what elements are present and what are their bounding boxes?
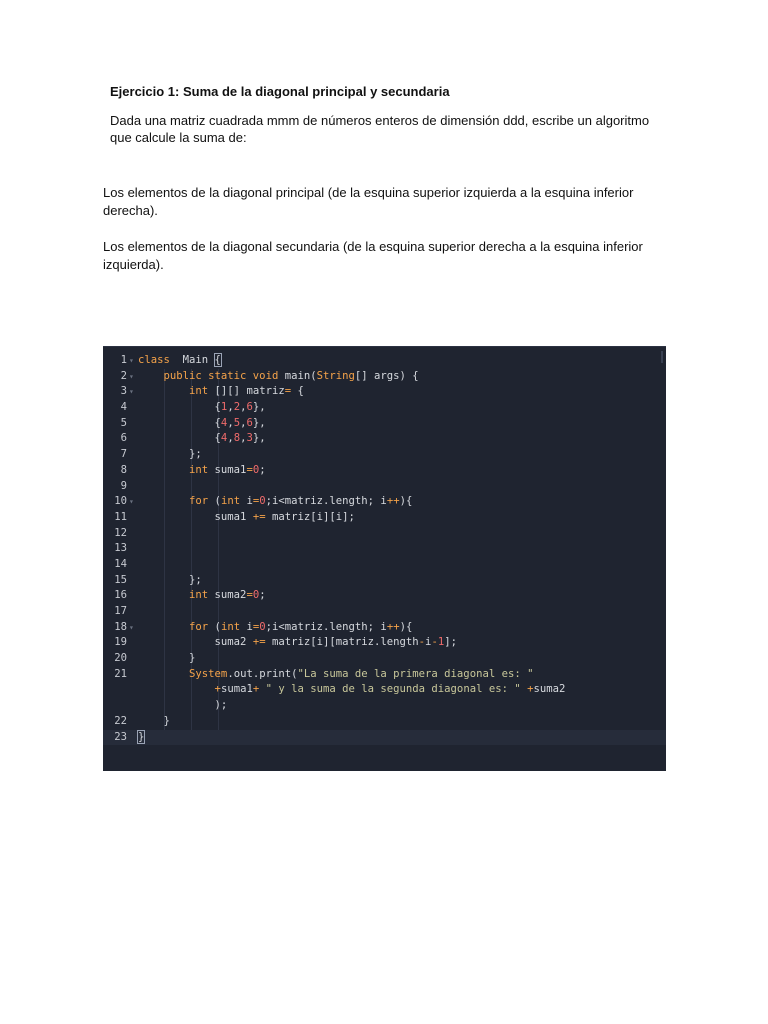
code-token: 6 xyxy=(246,416,253,429)
code-text xyxy=(138,384,304,400)
line-number: 17 xyxy=(114,605,127,617)
code-token: ++ xyxy=(386,620,400,633)
code-token: suma1 xyxy=(138,510,253,523)
code-text xyxy=(138,573,202,589)
code-token: }; xyxy=(138,573,202,586)
line-number: 2 xyxy=(120,369,127,382)
code-token xyxy=(138,495,189,507)
code-token: ; xyxy=(259,463,266,476)
paragraph-main-diagonal: Los elementos de la diagonal principal (de la esquina superior izquierda a la esquina inferior derecha). xyxy=(103,185,634,218)
code-token: ){ xyxy=(399,620,413,633)
line-number: 5 xyxy=(120,416,127,429)
indent-guide xyxy=(218,604,219,620)
indent-guide xyxy=(191,526,192,542)
code-token: suma2 xyxy=(208,589,247,602)
code-token: ){ xyxy=(399,495,413,508)
code-token: += xyxy=(252,636,266,649)
code-token: } xyxy=(138,652,196,665)
code-token: 2 xyxy=(233,401,241,414)
code-line xyxy=(103,667,666,683)
code-token: = xyxy=(284,385,292,398)
code-text xyxy=(138,510,355,526)
line-number: 14 xyxy=(114,557,127,570)
line-number: 23 xyxy=(114,730,127,743)
code-token: }, xyxy=(252,432,266,445)
code-token xyxy=(138,668,189,680)
code-line xyxy=(103,682,666,698)
exercise-intro: Dada una matriz cuadrada mmm de números enteros de dimensión ddd, escribe un algoritmo que calcule la suma de: xyxy=(110,113,650,145)
code-token: [][] matriz xyxy=(208,385,285,398)
code-token: matriz[i][i]; xyxy=(265,510,355,523)
line-number: 19 xyxy=(114,636,127,649)
code-token: 1 xyxy=(437,636,445,649)
code-line xyxy=(103,541,666,557)
code-token: 0 xyxy=(259,495,266,508)
code-token: class xyxy=(138,354,170,366)
code-token: 6 xyxy=(246,401,253,414)
code-line xyxy=(103,714,666,730)
fold-arrow-icon[interactable]: ▾ xyxy=(129,622,134,632)
code-token: = xyxy=(252,495,260,508)
code-line xyxy=(103,494,666,510)
indent-guide xyxy=(191,557,192,573)
line-number: 15 xyxy=(114,573,127,586)
code-line xyxy=(103,463,666,479)
code-text xyxy=(138,667,533,683)
indent-guide xyxy=(164,479,165,495)
code-line xyxy=(103,651,666,667)
indent-guide xyxy=(218,541,219,557)
code-line xyxy=(103,447,666,463)
code-line xyxy=(103,526,666,542)
indent-guide xyxy=(218,447,219,463)
code-token: String xyxy=(316,369,355,382)
code-token: 5 xyxy=(233,416,241,429)
indent-guide xyxy=(218,651,219,667)
code-token: }; xyxy=(138,448,202,461)
indent-guide xyxy=(164,604,165,620)
indent-guide xyxy=(191,479,192,495)
code-token: += xyxy=(252,510,266,523)
indent-guide xyxy=(191,541,192,557)
code-token: , xyxy=(240,401,247,414)
code-token: }, xyxy=(252,401,266,414)
code-token xyxy=(138,621,189,633)
code-text xyxy=(138,416,266,432)
code-line xyxy=(103,431,666,447)
code-line xyxy=(103,730,666,746)
code-token: ( xyxy=(208,495,221,508)
code-editor-screenshot xyxy=(103,346,666,771)
line-number: 12 xyxy=(114,526,127,539)
code-token: int xyxy=(220,620,241,633)
code-token: = xyxy=(246,589,253,602)
code-token: 8 xyxy=(233,432,241,445)
code-token: { xyxy=(138,401,221,414)
code-token: , xyxy=(227,401,234,414)
code-token: { xyxy=(214,354,221,366)
code-text xyxy=(138,494,412,510)
code-token: - xyxy=(431,636,438,649)
indent-guide xyxy=(191,714,192,730)
code-token: matriz[i][matriz.length xyxy=(265,636,419,649)
fold-arrow-icon[interactable]: ▾ xyxy=(129,371,134,381)
code-token xyxy=(138,370,164,382)
code-token: + xyxy=(252,683,260,696)
code-token: public static void xyxy=(163,369,279,382)
fold-arrow-icon[interactable]: ▾ xyxy=(129,497,134,507)
indent-guide xyxy=(164,526,165,542)
code-token: [] args) { xyxy=(354,369,419,382)
indent-guide xyxy=(218,526,219,542)
code-token: " y la suma de la segunda diagonal es: " xyxy=(259,683,528,696)
code-lines xyxy=(103,353,666,745)
code-token: , xyxy=(240,432,247,445)
indent-guide xyxy=(164,557,165,573)
code-token: = xyxy=(252,620,260,633)
line-number: 11 xyxy=(114,510,127,523)
code-token: { xyxy=(291,385,304,398)
code-text xyxy=(138,682,565,698)
code-line xyxy=(103,573,666,589)
code-token: ]; xyxy=(444,636,457,649)
code-token: = xyxy=(246,463,253,476)
line-number: 9 xyxy=(120,479,127,492)
line-number: 10 xyxy=(114,495,127,508)
code-text xyxy=(138,620,412,636)
code-token: ;i<matriz.length; i xyxy=(265,620,387,633)
code-token: suma2 xyxy=(138,636,253,649)
code-token xyxy=(138,683,215,695)
line-number: 21 xyxy=(114,667,127,680)
code-line xyxy=(103,416,666,432)
line-number: 6 xyxy=(120,432,127,445)
code-line xyxy=(103,698,666,714)
exercise-title: Ejercicio 1: Suma de la diagonal principal y secundaria xyxy=(110,84,450,99)
code-token: i xyxy=(425,636,432,649)
code-token: ; xyxy=(259,589,266,602)
code-token: ( xyxy=(208,620,221,633)
code-token: ); xyxy=(138,699,228,712)
code-token: 3 xyxy=(246,432,253,445)
indent-guide xyxy=(164,541,165,557)
fold-arrow-icon[interactable]: ▾ xyxy=(129,387,134,397)
code-token: suma1 xyxy=(220,683,253,696)
code-token: main( xyxy=(278,369,317,382)
code-line xyxy=(103,384,666,400)
code-token: + xyxy=(214,683,221,696)
code-text xyxy=(138,353,221,369)
code-text xyxy=(138,588,266,604)
code-token: int xyxy=(189,385,209,398)
code-line xyxy=(103,635,666,651)
line-number: 3 xyxy=(120,385,127,398)
code-token: for xyxy=(189,620,209,633)
code-text xyxy=(138,400,266,416)
line-number: 8 xyxy=(120,463,127,476)
code-token: { xyxy=(138,432,221,445)
code-line xyxy=(103,604,666,620)
code-token: , xyxy=(227,416,234,429)
paragraph-secondary-diagonal: Los elementos de la diagonal secundaria (de la esquina superior derecha a la esquina inferior izquierda). xyxy=(103,239,643,272)
code-line xyxy=(103,620,666,636)
code-token: Main xyxy=(169,354,215,366)
code-token: int xyxy=(189,589,209,602)
code-line xyxy=(103,479,666,495)
indent-guide xyxy=(218,479,219,495)
fold-arrow-icon[interactable]: ▾ xyxy=(129,356,134,365)
line-number: 7 xyxy=(120,448,127,461)
code-text xyxy=(138,431,266,447)
line-number: 16 xyxy=(114,589,127,602)
indent-guide xyxy=(218,714,219,730)
code-line xyxy=(103,400,666,416)
indent-guide xyxy=(218,573,219,589)
code-token: , xyxy=(227,432,234,445)
code-token: ;i<matriz.length; i xyxy=(265,495,387,508)
code-text xyxy=(138,447,202,463)
code-token: int xyxy=(220,495,241,508)
line-number: 13 xyxy=(114,542,127,555)
indent-guide xyxy=(218,557,219,573)
code-line xyxy=(103,369,666,385)
code-text xyxy=(138,635,457,651)
line-number: 1 xyxy=(120,354,127,366)
code-line xyxy=(103,510,666,526)
code-line xyxy=(103,557,666,573)
code-token: 0 xyxy=(252,463,260,476)
code-token: 0 xyxy=(252,589,260,602)
code-token xyxy=(138,464,189,476)
code-token: ++ xyxy=(386,495,400,508)
code-line xyxy=(103,353,666,369)
code-token: 0 xyxy=(259,620,266,633)
code-token: 4 xyxy=(220,416,228,429)
code-text xyxy=(138,730,144,746)
code-token: i xyxy=(240,620,253,633)
code-token xyxy=(138,589,189,601)
code-token: 1 xyxy=(220,401,228,414)
code-text xyxy=(138,714,170,730)
code-token: System xyxy=(189,667,228,680)
code-token: + xyxy=(527,683,534,696)
code-token: suma1 xyxy=(208,463,247,476)
line-number: 4 xyxy=(120,401,127,414)
code-token: } xyxy=(138,730,145,743)
indent-guide xyxy=(191,604,192,620)
code-token: for xyxy=(189,495,209,508)
code-token: - xyxy=(418,636,426,649)
code-token: suma2 xyxy=(533,683,566,696)
line-number: 20 xyxy=(114,652,127,665)
code-token: , xyxy=(240,416,247,429)
line-number: 22 xyxy=(114,714,127,727)
code-token: .out.print( xyxy=(227,667,298,680)
code-line xyxy=(103,588,666,604)
code-token: int xyxy=(189,463,209,476)
code-token: } xyxy=(138,714,170,727)
code-text xyxy=(138,651,195,667)
code-token: "La suma de la primera diagonal es: " xyxy=(297,667,534,680)
code-token: i xyxy=(240,495,253,508)
line-number: 18 xyxy=(114,620,127,633)
code-text xyxy=(138,463,266,479)
code-token: 4 xyxy=(220,432,228,445)
code-token: }, xyxy=(252,416,266,429)
code-text xyxy=(138,369,419,385)
code-token xyxy=(138,385,189,397)
code-token: { xyxy=(138,416,221,429)
code-text xyxy=(138,698,227,714)
